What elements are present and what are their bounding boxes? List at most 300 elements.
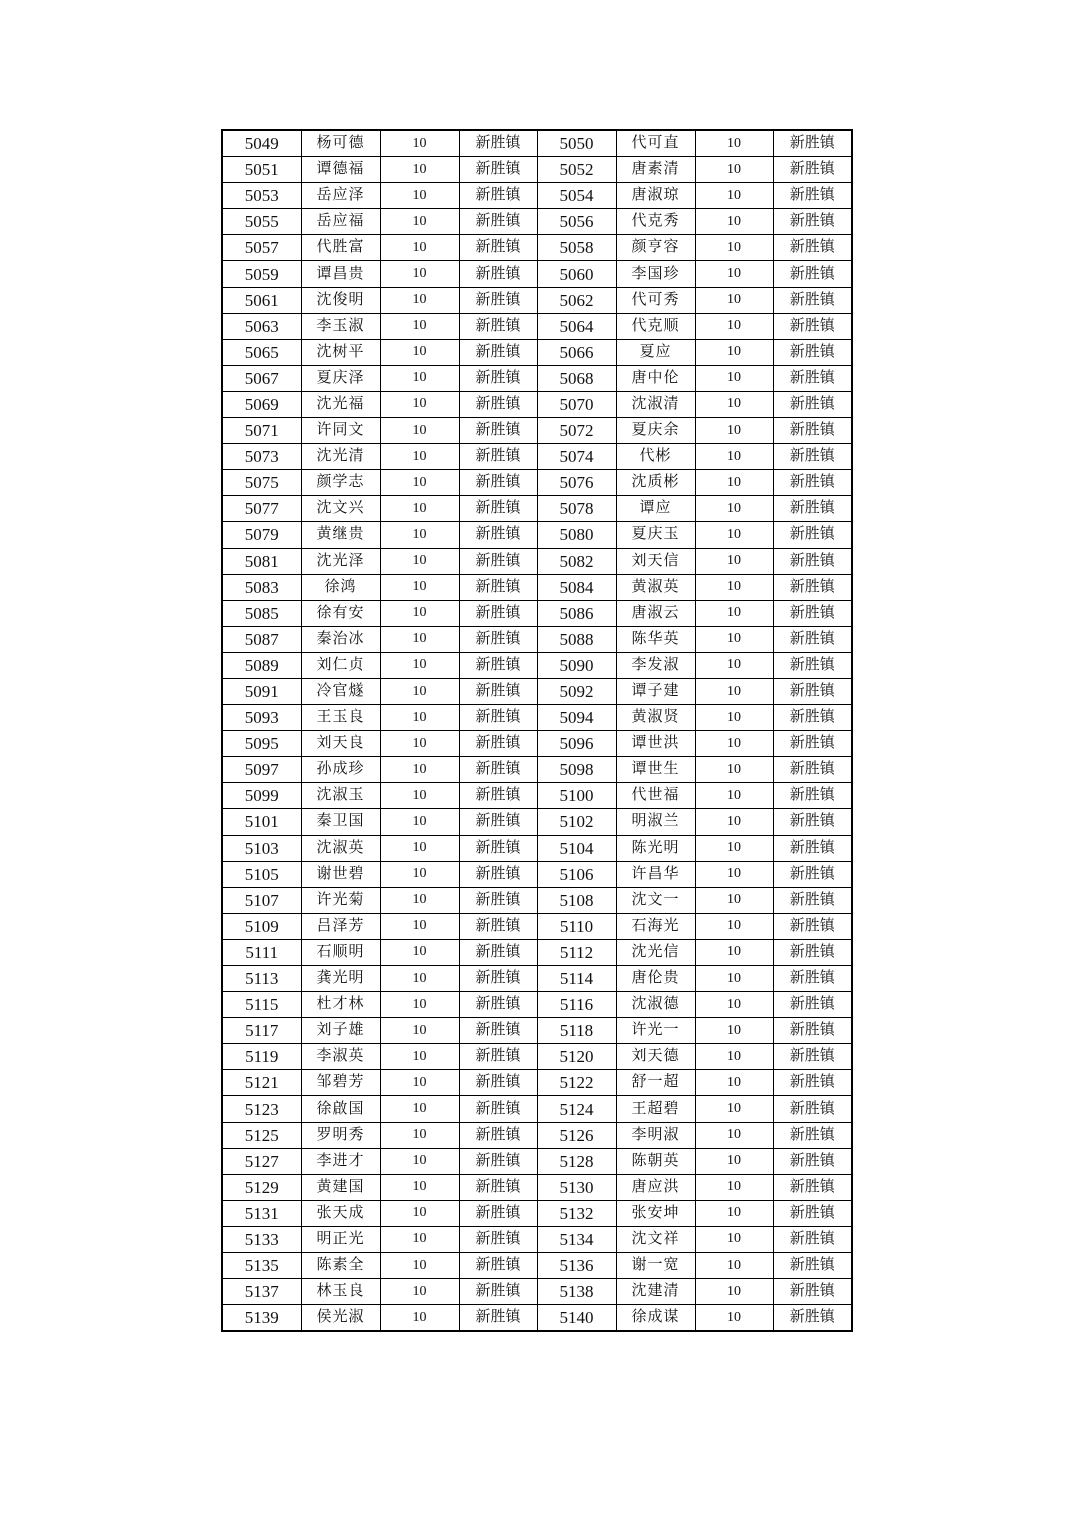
town-cell: 新胜镇 (773, 913, 852, 939)
name-cell: 谭昌贵 (301, 261, 380, 287)
serial-number-cell: 5060 (537, 261, 616, 287)
town-cell: 新胜镇 (459, 783, 537, 809)
serial-number-cell: 5140 (537, 1305, 616, 1332)
serial-number-cell: 5057 (222, 235, 301, 261)
town-cell: 新胜镇 (459, 1070, 537, 1096)
name-cell: 陈朝英 (616, 1148, 695, 1174)
serial-number-cell: 5126 (537, 1122, 616, 1148)
serial-number-cell: 5136 (537, 1253, 616, 1279)
town-cell: 新胜镇 (773, 574, 852, 600)
serial-number-cell: 5127 (222, 1148, 301, 1174)
town-cell: 新胜镇 (773, 1096, 852, 1122)
table-row (222, 496, 852, 522)
serial-number-cell: 5092 (537, 678, 616, 704)
serial-number-cell: 5109 (222, 913, 301, 939)
serial-number-cell: 5078 (537, 496, 616, 522)
amount-cell: 10 (380, 652, 459, 678)
table-row (222, 313, 852, 339)
name-cell: 代可直 (616, 130, 695, 157)
town-cell: 新胜镇 (773, 1253, 852, 1279)
name-cell: 陈华英 (616, 626, 695, 652)
name-cell: 谭德福 (301, 157, 380, 183)
table-row (222, 678, 852, 704)
serial-number-cell: 5104 (537, 835, 616, 861)
serial-number-cell: 5101 (222, 809, 301, 835)
amount-cell: 10 (380, 470, 459, 496)
serial-number-cell: 5064 (537, 313, 616, 339)
name-cell: 沈淑英 (301, 835, 380, 861)
town-cell: 新胜镇 (459, 731, 537, 757)
serial-number-cell: 5097 (222, 757, 301, 783)
table-row (222, 1226, 852, 1252)
town-cell: 新胜镇 (459, 130, 537, 157)
amount-cell: 10 (380, 783, 459, 809)
serial-number-cell: 5132 (537, 1200, 616, 1226)
town-cell: 新胜镇 (459, 626, 537, 652)
serial-number-cell: 5105 (222, 861, 301, 887)
amount-cell: 10 (380, 183, 459, 209)
serial-number-cell: 5119 (222, 1044, 301, 1070)
amount-cell: 10 (695, 365, 773, 391)
name-cell: 沈文祥 (616, 1226, 695, 1252)
amount-cell: 10 (695, 183, 773, 209)
amount-cell: 10 (695, 1253, 773, 1279)
serial-number-cell: 5099 (222, 783, 301, 809)
amount-cell: 10 (695, 835, 773, 861)
table-row (222, 1044, 852, 1070)
town-cell: 新胜镇 (459, 966, 537, 992)
name-cell: 代克顺 (616, 313, 695, 339)
table-row (222, 913, 852, 939)
amount-cell: 10 (380, 235, 459, 261)
serial-number-cell: 5139 (222, 1305, 301, 1332)
town-cell: 新胜镇 (459, 1200, 537, 1226)
town-cell: 新胜镇 (773, 183, 852, 209)
serial-number-cell: 5065 (222, 339, 301, 365)
town-cell: 新胜镇 (459, 992, 537, 1018)
amount-cell: 10 (695, 548, 773, 574)
amount-cell: 10 (695, 939, 773, 965)
table-row (222, 992, 852, 1018)
town-cell: 新胜镇 (459, 235, 537, 261)
name-cell: 代胜富 (301, 235, 380, 261)
serial-number-cell: 5087 (222, 626, 301, 652)
serial-number-cell: 5067 (222, 365, 301, 391)
amount-cell: 10 (380, 1122, 459, 1148)
table-row (222, 444, 852, 470)
name-cell: 冷官燧 (301, 678, 380, 704)
serial-number-cell: 5115 (222, 992, 301, 1018)
amount-cell: 10 (695, 861, 773, 887)
town-cell: 新胜镇 (459, 757, 537, 783)
name-cell: 刘天德 (616, 1044, 695, 1070)
name-cell: 张安坤 (616, 1200, 695, 1226)
amount-cell: 10 (695, 1174, 773, 1200)
town-cell: 新胜镇 (459, 887, 537, 913)
town-cell: 新胜镇 (459, 183, 537, 209)
amount-cell: 10 (380, 861, 459, 887)
amount-cell: 10 (695, 496, 773, 522)
table-row (222, 365, 852, 391)
serial-number-cell: 5128 (537, 1148, 616, 1174)
town-cell: 新胜镇 (459, 1226, 537, 1252)
town-cell: 新胜镇 (459, 1174, 537, 1200)
serial-number-cell: 5086 (537, 600, 616, 626)
name-cell: 李明淑 (616, 1122, 695, 1148)
serial-number-cell: 5103 (222, 835, 301, 861)
name-cell: 黄建国 (301, 1174, 380, 1200)
name-cell: 秦卫国 (301, 809, 380, 835)
amount-cell: 10 (695, 574, 773, 600)
name-cell: 杜才林 (301, 992, 380, 1018)
amount-cell: 10 (380, 626, 459, 652)
town-cell: 新胜镇 (773, 339, 852, 365)
name-cell: 王玉良 (301, 705, 380, 731)
name-cell: 沈光信 (616, 939, 695, 965)
amount-cell: 10 (695, 261, 773, 287)
name-cell: 邹碧芳 (301, 1070, 380, 1096)
town-cell: 新胜镇 (773, 1305, 852, 1332)
town-cell: 新胜镇 (459, 522, 537, 548)
amount-cell: 10 (380, 1174, 459, 1200)
amount-cell: 10 (380, 757, 459, 783)
name-cell: 黄淑贤 (616, 705, 695, 731)
amount-cell: 10 (380, 1226, 459, 1252)
name-cell: 李进才 (301, 1148, 380, 1174)
serial-number-cell: 5096 (537, 731, 616, 757)
name-cell: 唐伦贵 (616, 966, 695, 992)
serial-number-cell: 5055 (222, 209, 301, 235)
amount-cell: 10 (695, 313, 773, 339)
town-cell: 新胜镇 (773, 1226, 852, 1252)
serial-number-cell: 5093 (222, 705, 301, 731)
amount-cell: 10 (380, 339, 459, 365)
name-cell: 代彬 (616, 444, 695, 470)
town-cell: 新胜镇 (773, 1200, 852, 1226)
amount-cell: 10 (695, 157, 773, 183)
serial-number-cell: 5135 (222, 1253, 301, 1279)
table-row (222, 966, 852, 992)
town-cell: 新胜镇 (773, 1018, 852, 1044)
town-cell: 新胜镇 (773, 496, 852, 522)
table-row (222, 600, 852, 626)
name-cell: 唐中伦 (616, 365, 695, 391)
name-cell: 沈淑清 (616, 391, 695, 417)
name-cell: 黄继贵 (301, 522, 380, 548)
serial-number-cell: 5061 (222, 287, 301, 313)
serial-number-cell: 5121 (222, 1070, 301, 1096)
town-cell: 新胜镇 (459, 391, 537, 417)
amount-cell: 10 (380, 130, 459, 157)
serial-number-cell: 5079 (222, 522, 301, 548)
name-cell: 唐淑云 (616, 600, 695, 626)
serial-number-cell: 5108 (537, 887, 616, 913)
town-cell: 新胜镇 (773, 705, 852, 731)
amount-cell: 10 (695, 1018, 773, 1044)
amount-cell: 10 (695, 339, 773, 365)
serial-number-cell: 5083 (222, 574, 301, 600)
serial-number-cell: 5058 (537, 235, 616, 261)
table-row (222, 809, 852, 835)
name-cell: 秦治冰 (301, 626, 380, 652)
town-cell: 新胜镇 (773, 835, 852, 861)
town-cell: 新胜镇 (773, 678, 852, 704)
name-cell: 沈文兴 (301, 496, 380, 522)
amount-cell: 10 (380, 1096, 459, 1122)
table-row (222, 705, 852, 731)
name-cell: 唐应洪 (616, 1174, 695, 1200)
serial-number-cell: 5095 (222, 731, 301, 757)
town-cell: 新胜镇 (773, 626, 852, 652)
amount-cell: 10 (380, 809, 459, 835)
amount-cell: 10 (695, 678, 773, 704)
amount-cell: 10 (695, 522, 773, 548)
table-row (222, 130, 852, 157)
town-cell: 新胜镇 (459, 574, 537, 600)
town-cell: 新胜镇 (773, 313, 852, 339)
town-cell: 新胜镇 (459, 470, 537, 496)
town-cell: 新胜镇 (773, 157, 852, 183)
name-cell: 刘子雄 (301, 1018, 380, 1044)
name-cell: 石顺明 (301, 939, 380, 965)
table-row (222, 783, 852, 809)
name-cell: 罗明秀 (301, 1122, 380, 1148)
name-cell: 黄淑英 (616, 574, 695, 600)
town-cell: 新胜镇 (773, 1279, 852, 1305)
amount-cell: 10 (380, 574, 459, 600)
serial-number-cell: 5068 (537, 365, 616, 391)
serial-number-cell: 5133 (222, 1226, 301, 1252)
name-cell: 徐啟国 (301, 1096, 380, 1122)
serial-number-cell: 5090 (537, 652, 616, 678)
table-row (222, 861, 852, 887)
name-cell: 陈光明 (616, 835, 695, 861)
amount-cell: 10 (695, 444, 773, 470)
table-row (222, 1200, 852, 1226)
serial-number-cell: 5124 (537, 1096, 616, 1122)
town-cell: 新胜镇 (459, 365, 537, 391)
name-cell: 沈光泽 (301, 548, 380, 574)
town-cell: 新胜镇 (773, 261, 852, 287)
name-cell: 谭世生 (616, 757, 695, 783)
town-cell: 新胜镇 (773, 992, 852, 1018)
serial-number-cell: 5069 (222, 391, 301, 417)
name-cell: 夏庆余 (616, 418, 695, 444)
name-cell: 李玉淑 (301, 313, 380, 339)
amount-cell: 10 (695, 731, 773, 757)
table-row (222, 339, 852, 365)
serial-number-cell: 5116 (537, 992, 616, 1018)
amount-cell: 10 (695, 1070, 773, 1096)
table-row (222, 209, 852, 235)
table-row (222, 626, 852, 652)
town-cell: 新胜镇 (773, 1122, 852, 1148)
amount-cell: 10 (695, 235, 773, 261)
amount-cell: 10 (695, 470, 773, 496)
amount-cell: 10 (380, 287, 459, 313)
name-cell: 明正光 (301, 1226, 380, 1252)
amount-cell: 10 (380, 1148, 459, 1174)
name-cell: 许昌华 (616, 861, 695, 887)
town-cell: 新胜镇 (459, 861, 537, 887)
amount-cell: 10 (380, 913, 459, 939)
name-cell: 夏庆玉 (616, 522, 695, 548)
name-cell: 舒一超 (616, 1070, 695, 1096)
amount-cell: 10 (695, 130, 773, 157)
serial-number-cell: 5114 (537, 966, 616, 992)
table-row (222, 1018, 852, 1044)
amount-cell: 10 (695, 1200, 773, 1226)
town-cell: 新胜镇 (773, 130, 852, 157)
town-cell: 新胜镇 (459, 287, 537, 313)
name-cell: 沈光福 (301, 391, 380, 417)
name-cell: 唐素清 (616, 157, 695, 183)
name-cell: 唐淑琼 (616, 183, 695, 209)
table-row (222, 574, 852, 600)
town-cell: 新胜镇 (459, 678, 537, 704)
table-row (222, 261, 852, 287)
serial-number-cell: 5053 (222, 183, 301, 209)
name-cell: 谢世碧 (301, 861, 380, 887)
serial-number-cell: 5059 (222, 261, 301, 287)
name-cell: 侯光淑 (301, 1305, 380, 1332)
table-row (222, 731, 852, 757)
name-cell: 石海光 (616, 913, 695, 939)
amount-cell: 10 (380, 705, 459, 731)
name-cell: 李国珍 (616, 261, 695, 287)
amount-cell: 10 (695, 1096, 773, 1122)
name-cell: 孙成珍 (301, 757, 380, 783)
town-cell: 新胜镇 (459, 600, 537, 626)
amount-cell: 10 (380, 1070, 459, 1096)
serial-number-cell: 5070 (537, 391, 616, 417)
amount-cell: 10 (380, 992, 459, 1018)
name-cell: 杨可德 (301, 130, 380, 157)
amount-cell: 10 (380, 1018, 459, 1044)
name-cell: 沈质彬 (616, 470, 695, 496)
amount-cell: 10 (695, 992, 773, 1018)
name-cell: 沈淑德 (616, 992, 695, 1018)
town-cell: 新胜镇 (773, 209, 852, 235)
town-cell: 新胜镇 (459, 1279, 537, 1305)
town-cell: 新胜镇 (773, 444, 852, 470)
serial-number-cell: 5063 (222, 313, 301, 339)
table-row (222, 522, 852, 548)
amount-cell: 10 (380, 496, 459, 522)
town-cell: 新胜镇 (773, 783, 852, 809)
amount-cell: 10 (380, 261, 459, 287)
town-cell: 新胜镇 (459, 1148, 537, 1174)
serial-number-cell: 5091 (222, 678, 301, 704)
name-cell: 代克秀 (616, 209, 695, 235)
name-cell: 沈建清 (616, 1279, 695, 1305)
serial-number-cell: 5111 (222, 939, 301, 965)
town-cell: 新胜镇 (773, 1148, 852, 1174)
serial-number-cell: 5122 (537, 1070, 616, 1096)
town-cell: 新胜镇 (459, 652, 537, 678)
amount-cell: 10 (695, 1226, 773, 1252)
amount-cell: 10 (380, 1044, 459, 1070)
town-cell: 新胜镇 (459, 939, 537, 965)
table-row (222, 652, 852, 678)
amount-cell: 10 (695, 626, 773, 652)
town-cell: 新胜镇 (459, 1018, 537, 1044)
name-cell: 林玉良 (301, 1279, 380, 1305)
table-row (222, 157, 852, 183)
town-cell: 新胜镇 (773, 966, 852, 992)
table-row (222, 1148, 852, 1174)
town-cell: 新胜镇 (773, 548, 852, 574)
name-cell: 沈文一 (616, 887, 695, 913)
serial-number-cell: 5098 (537, 757, 616, 783)
serial-number-cell: 5076 (537, 470, 616, 496)
amount-cell: 10 (695, 418, 773, 444)
name-cell: 刘天信 (616, 548, 695, 574)
amount-cell: 10 (695, 783, 773, 809)
serial-number-cell: 5062 (537, 287, 616, 313)
town-cell: 新胜镇 (459, 809, 537, 835)
serial-number-cell: 5085 (222, 600, 301, 626)
town-cell: 新胜镇 (459, 913, 537, 939)
name-cell: 颜学志 (301, 470, 380, 496)
amount-cell: 10 (695, 1279, 773, 1305)
amount-cell: 10 (380, 1200, 459, 1226)
amount-cell: 10 (695, 705, 773, 731)
amount-cell: 10 (380, 522, 459, 548)
serial-number-cell: 5137 (222, 1279, 301, 1305)
name-cell: 岳应泽 (301, 183, 380, 209)
name-cell: 徐鸿 (301, 574, 380, 600)
town-cell: 新胜镇 (773, 470, 852, 496)
town-cell: 新胜镇 (773, 887, 852, 913)
table-row (222, 1253, 852, 1279)
table-row (222, 418, 852, 444)
serial-number-cell: 5084 (537, 574, 616, 600)
amount-cell: 10 (695, 600, 773, 626)
amount-cell: 10 (380, 418, 459, 444)
name-cell: 李发淑 (616, 652, 695, 678)
town-cell: 新胜镇 (773, 287, 852, 313)
town-cell: 新胜镇 (459, 835, 537, 861)
town-cell: 新胜镇 (459, 209, 537, 235)
town-cell: 新胜镇 (459, 1044, 537, 1070)
name-cell: 许光一 (616, 1018, 695, 1044)
name-cell: 陈素全 (301, 1253, 380, 1279)
table-row (222, 548, 852, 574)
amount-cell: 10 (695, 1305, 773, 1332)
amount-cell: 10 (380, 731, 459, 757)
amount-cell: 10 (380, 939, 459, 965)
serial-number-cell: 5106 (537, 861, 616, 887)
amount-cell: 10 (380, 391, 459, 417)
name-cell: 许同文 (301, 418, 380, 444)
amount-cell: 10 (380, 365, 459, 391)
name-cell: 沈淑玉 (301, 783, 380, 809)
amount-cell: 10 (380, 966, 459, 992)
name-cell: 岳应福 (301, 209, 380, 235)
table-row (222, 887, 852, 913)
town-cell: 新胜镇 (459, 496, 537, 522)
town-cell: 新胜镇 (773, 1070, 852, 1096)
name-cell: 代世福 (616, 783, 695, 809)
name-cell: 徐有安 (301, 600, 380, 626)
name-cell: 谢一宽 (616, 1253, 695, 1279)
town-cell: 新胜镇 (773, 418, 852, 444)
town-cell: 新胜镇 (773, 757, 852, 783)
serial-number-cell: 5081 (222, 548, 301, 574)
name-cell: 颜亨容 (616, 235, 695, 261)
serial-number-cell: 5056 (537, 209, 616, 235)
